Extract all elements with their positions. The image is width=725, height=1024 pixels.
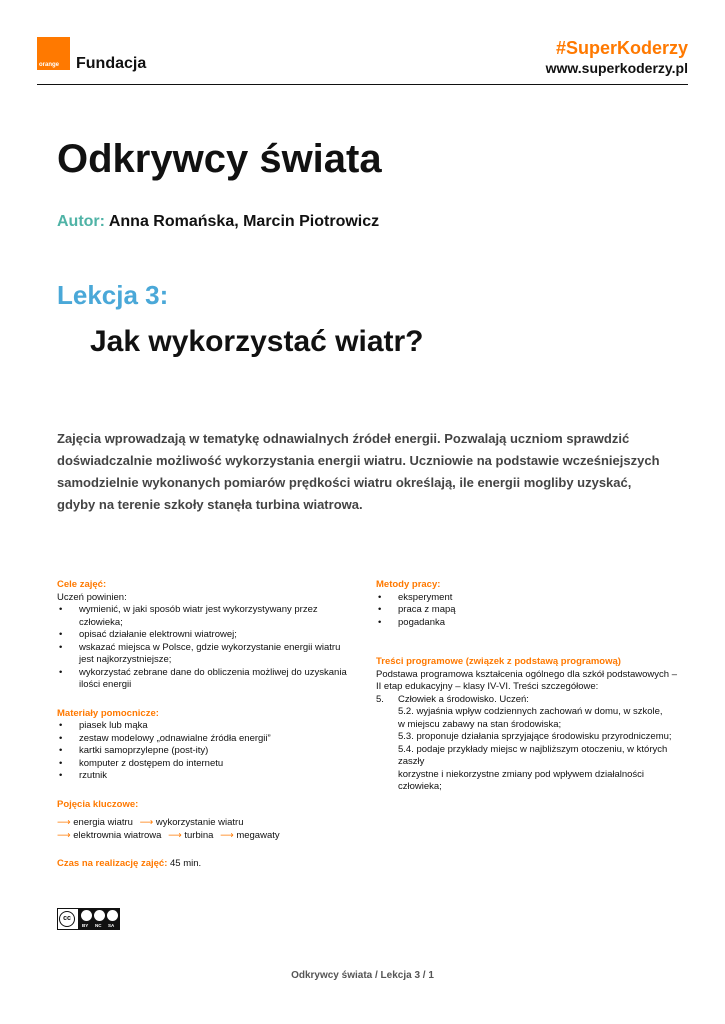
point-number: 5. [376,693,384,705]
keyword: wykorzystanie wiatru [155,817,244,828]
lesson-title: Jak wykorzystać wiatr? [90,325,424,358]
goals-lead: Uczeń powinien: [57,591,127,603]
keywords-row [57,817,357,830]
author-label: Autor: [57,213,105,230]
page-footer: Odkrywcy świata / Lekcja 3 / 1 [291,970,434,981]
keywords-heading: Pojęcia kluczowe: [57,798,139,810]
list-item: • pogadanka [376,617,686,630]
arrow-icon: ⟶ [139,817,154,828]
curriculum-sub: korzystne i niekorzystne zmiany pod wpływem działalności człowieka; [398,768,645,792]
lesson-label: Lekcja 3: [57,280,169,310]
list-item: • praca z mapą [376,604,686,617]
keyword: megawaty [236,829,280,841]
list-item: • kartki samoprzylepne (post-ity) [57,745,357,758]
time-line [57,858,357,871]
by-icon [81,910,92,921]
arrow-icon: ⟶ [220,829,234,841]
curriculum-heading: Treści programowe (związek z podstawą programową) [376,656,621,667]
arrow-icon: ⟶ [168,829,182,841]
tagline: #SuperKoderzy [555,38,688,58]
curriculum-sub: 5.4. podaje przykłady miejsc w najbliższym otoczeniu, w których zaszły [398,743,668,767]
nc-label: NC [95,923,102,928]
list-item: • wskazać miejsca w Polsce, gdzie wykorzystanie energii wiatru jest najkorzystniejsze; [57,642,357,667]
intro-paragraph: Zajęcia wprowadzają w tematykę odnawialnych źródeł energii. Pozwalają uczniom sprawdzić doświadczalnie możliwość wykorzystania energii wiatru. Uczniowie na podstawie wcześniejszych samodzielnie wykonanych pomiarów prędkości wiatru określają, ile energii mogliby uzyskać, gdyby na terenie szkoły stanęła turbina wiatrowa. [57,431,660,512]
curriculum-line: II etap edukacyjny – klasy IV-VI. Treści szczegółowe: [376,681,599,692]
sa-label: SA [108,923,115,928]
list-item: • zestaw modelowy „odnawialne źródła energii” [57,733,357,746]
nc-icon [94,910,105,921]
curriculum-sub: 5.3. proponuje działania sprzyjające środowisku przyrodniczemu; [398,731,672,742]
org-name: Fundacja [76,55,147,72]
list-item: • eksperyment [376,592,686,605]
methods-heading: Metody pracy: [376,579,441,590]
left-column [57,579,357,871]
materials-list [57,720,357,783]
list-item: • wymienić, w jaki sposób wiatr jest wykorzystywany przez człowieka; [57,604,357,629]
goals-list [57,604,357,692]
list-item: • komputer z dostępem do internetu [57,758,357,771]
cc-license-badge [57,908,120,930]
curriculum-sub: 5.2. wyjaśnia wpływ codziennych zachowań w domu, w szkole, [398,706,663,717]
time-value: 45 min. [170,858,202,869]
goals-heading: Cele zajęć: [57,579,107,590]
point-text: Człowiek a środowisko. Uczeń: [398,693,529,705]
curriculum-point [376,694,686,707]
author-line [57,213,379,231]
sa-icon [107,910,118,921]
materials-heading: Materiały pomocnicze: [57,707,159,719]
time-label: Czas na realizację zajęć: [57,858,168,869]
cc-icon: cc [59,911,75,927]
list-item: • rzutnik [57,770,357,783]
logo-word: orange [39,62,60,68]
author-names: Anna Romańska, Marcin Piotrowicz [108,213,380,230]
list-item: • opisać działanie elektrowni wiatrowej; [57,629,357,642]
list-item: • wykorzystać zebrane dane do obliczenia możliwej do uzyskania ilości energii [57,667,357,692]
list-item: • piasek lub mąka [57,720,357,733]
keyword: energia wiatru [73,817,133,828]
orange-logo [37,37,70,70]
by-label: BY [82,923,89,928]
curriculum-line: Podstawa programowa kształcenia ogólnego dla szkół podstawowych – [376,668,678,680]
right-column [376,579,686,794]
keywords-row [57,830,357,843]
keyword: turbina [184,829,214,841]
arrow-icon: ⟶ [57,817,71,828]
page-title: Odkrywcy świata [57,137,382,181]
arrow-icon: ⟶ [57,829,71,841]
methods-list [376,592,686,630]
website-link[interactable]: www.superkoderzy.pl [545,60,688,76]
keyword: elektrownia wiatrowa [73,829,162,841]
header-divider [37,84,688,85]
curriculum-sub: w miejscu zabawy na stan środowiska; [398,718,562,730]
